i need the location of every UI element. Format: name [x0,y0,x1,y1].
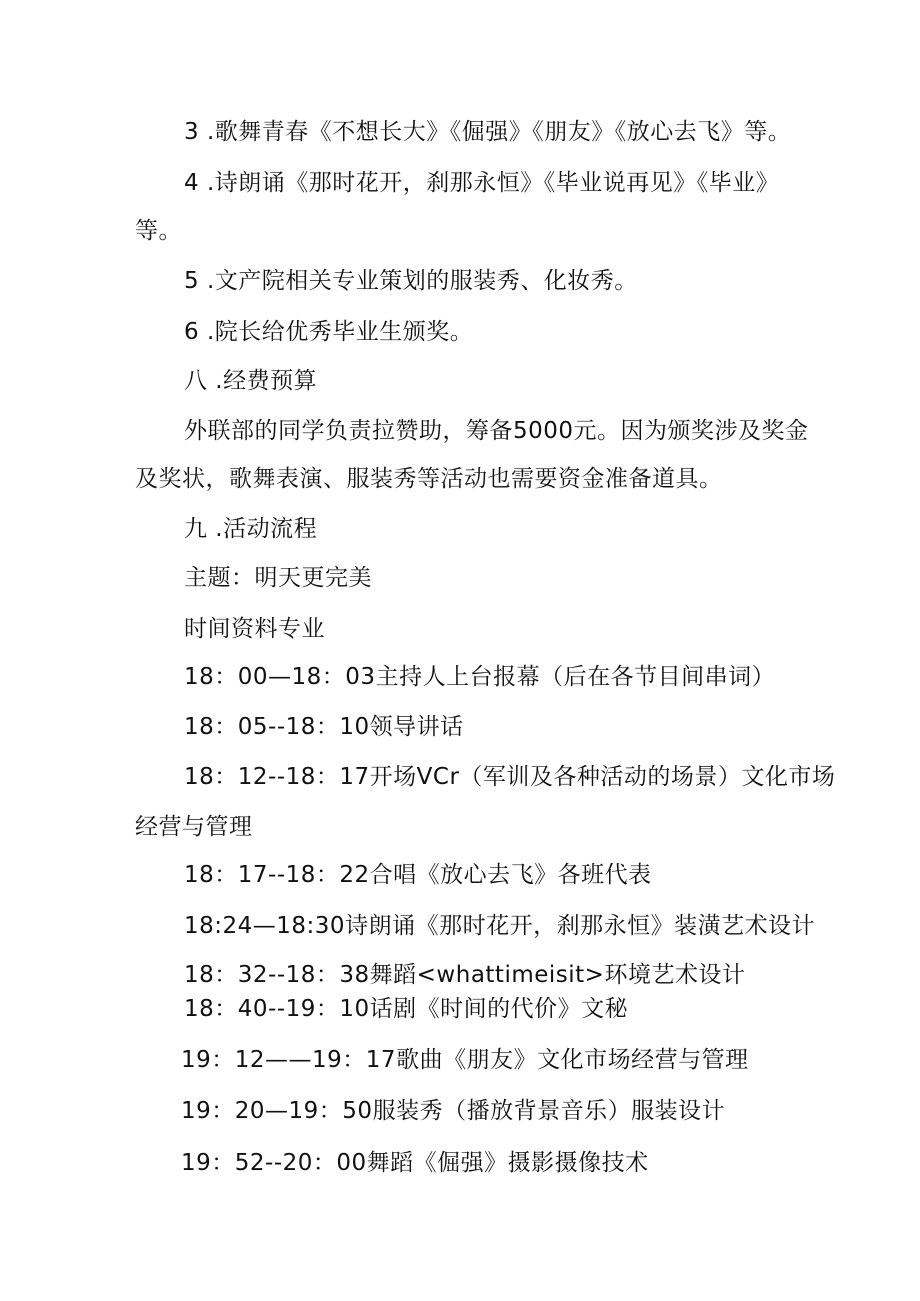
schedule-row: 18：05--18：10领导讲话 [184,714,464,740]
list-item-5: 5 .文产院相关专业策划的服装秀、化妆秀。 [184,268,638,294]
schedule-row: 18：00—18：03主持人上台报幕（后在各节目间串词） [184,664,776,690]
budget-paragraph-line-1: 外联部的同学负责拉赞助，筹备5000元。因为颁奖涉及奖金 [184,418,809,444]
schedule-row: 19：52--20：00舞蹈《倔强》摄影摄像技术 [181,1150,649,1176]
list-item-6: 6 .院长给优秀毕业生颁奖。 [184,319,474,345]
event-theme: 主题：明天更完美 [184,565,372,591]
section-heading-process: 九 .活动流程 [184,516,318,542]
list-item-3: 3 .歌舞青春《不想长大》《倔强》《朋友》《放心去飞》等。 [184,119,792,145]
schedule-row: 18：17--18：22合唱《放心去飞》各班代表 [184,862,652,888]
section-heading-budget: 八 .经费预算 [184,368,318,394]
budget-paragraph-line-2: 及奖状，歌舞表演、服装秀等活动也需要资金准备道具。 [135,466,723,492]
schedule-column-header: 时间资料专业 [184,616,325,642]
schedule-row: 18：12--18：17开场VCr（军训及各种活动的场景）文化市场 [184,764,836,790]
schedule-row-continuation: 经营与管理 [135,814,253,840]
list-item-4: 4 .诗朗诵《那时花开，刹那永恒》《毕业说再见》《毕业》 [184,170,780,196]
schedule-row: 18：32--18：38舞蹈<whattimeisit>环境艺术设计 [184,962,746,988]
schedule-row: 19：20—19：50服装秀（播放背景音乐）服装设计 [181,1098,726,1124]
schedule-row: 18:24—18:30诗朗诵《那时花开，刹那永恒》装潢艺术设计 [184,913,816,939]
list-item-4-continuation: 等。 [135,218,182,244]
schedule-row: 19：12——19：17歌曲《朋友》文化市场经营与管理 [181,1047,749,1073]
schedule-row: 18：40--19：10话剧《时间的代价》文秘 [184,996,629,1022]
